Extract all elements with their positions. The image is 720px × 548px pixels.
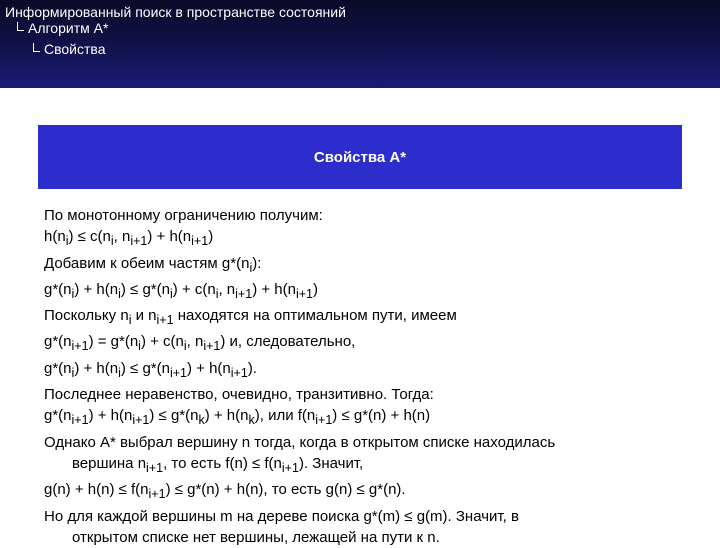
text-line: $g*(n_{i+1}) = g*(n_i) + c(n_i$, $n_{i+1}$) и, следовательно,	[44, 333, 356, 354]
text-line: По монотонному ограничению получим:	[44, 207, 323, 224]
text-line: Однако A* выбрал вершину n тогда, когда в открытом списке находилась	[44, 433, 556, 451]
slide-content	[44, 205, 684, 548]
text-line: открытом списке нет вершины, лежащей на пути к n.	[72, 528, 440, 546]
text-line: вершина $n_{i+1}$, то есть $f(n) \le f(n_{i+1})$. Значит,	[72, 454, 364, 475]
tree-branch-icon	[17, 22, 24, 31]
text-line: Поскольку $n_i$ и $n_{i+1}$ находятся на оптимальном пути, имеем	[44, 307, 457, 328]
breadcrumb-level-2	[33, 41, 105, 58]
breadcrumb-level-2-label: Свойства	[44, 41, 106, 57]
text-line: Добавим к обеим частям $g*(n_i)$:	[44, 254, 262, 275]
slide-title: Свойства A*	[313, 148, 407, 166]
text-line: Последнее неравенство, очевидно, транзитивно. Тогда:	[44, 386, 434, 404]
text-line: $g(n) + h(n) \le f(n_{i+1}) \le g*(n) + h(n)$, то есть g(n) ≤ g*(n).	[44, 481, 406, 502]
text-line: $g*(n_i) + h(n_i) \le g*(n_{i+1}) + h(n_{i+1})$.	[44, 359, 257, 380]
text-line: Но для каждой вершины m на дереве поиска g*(m) ≤ g(m). Значит, в	[44, 507, 519, 525]
text-line: $g*(n_i) + h(n_i) \le g*(n_i) + c(n_i$, $n_{i+1}) + h(n_{i+1})$	[44, 280, 318, 301]
slide-header	[0, 0, 720, 88]
breadcrumb-level-1-label: Алгоритм A*	[28, 20, 109, 36]
breadcrumb-level-0: Информированный поиск в пространстве состояний	[5, 4, 346, 20]
slide-title-bar	[38, 125, 682, 189]
breadcrumb-level-1	[17, 20, 108, 37]
tree-branch-icon	[33, 43, 40, 52]
text-line: $h(n_i) \le c(n_i$, $n_{i+1}) + h(n_{i+1})$	[44, 228, 214, 249]
text-line: $g*(n_{i+1}) + h(n_{i+1}) \le g*(n_k) + h(n_k)$, или $f(n_{i+1}) \le g*(n) + h(n)$	[44, 407, 431, 428]
